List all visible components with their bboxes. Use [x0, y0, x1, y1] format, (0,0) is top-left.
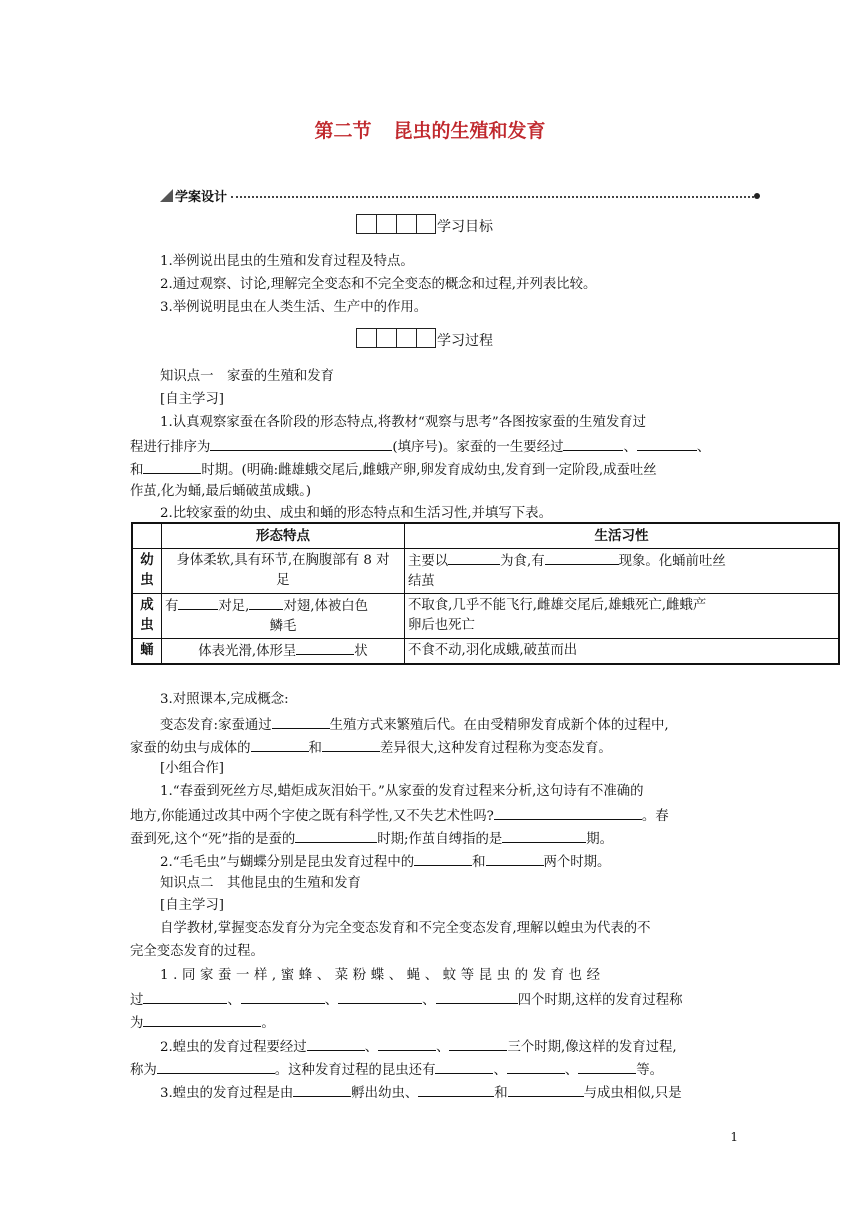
blank-field[interactable] [296, 640, 354, 655]
p3-line2: 家蚕的幼虫与成体的 和 差异很大,这种发育过程称为变态发育。 [130, 737, 612, 759]
p1-line4: 作茧,化为蛹,最后蛹破茧成蛾。) [130, 484, 312, 499]
p1-line2: 程进行排序为 (填序号)。家蚕的一生要经过 、 、 [130, 436, 710, 458]
blank-field[interactable] [637, 436, 697, 451]
s1-line1: 1.同家蚕一样,蜜蜂、菜粉蝶、蝇、蚊等昆虫的发育也经 [160, 968, 605, 983]
blank-field[interactable] [322, 737, 380, 752]
g1-line2: 地方,你能通过改其中两个字使之既有科学性,又不失艺术性吗? 。春 [130, 805, 669, 827]
goals-heading-text: 学习目标 [437, 219, 493, 235]
blank-field[interactable] [436, 989, 518, 1004]
g2-line: 2.“毛毛虫”与蝴蝶分别是昆虫发育过程中的 和 两个时期。 [160, 851, 610, 873]
page-title [0, 116, 860, 143]
blank-field[interactable] [414, 851, 472, 866]
box-row-icon [356, 328, 436, 348]
blank-field[interactable] [210, 436, 392, 451]
silkworm-comparison-table [131, 522, 840, 665]
column-header-habit: 生活习性 [405, 523, 840, 549]
p2-instruction: 2.比较家蚕的幼虫、成虫和蛹的形态特点和生活习性,并填写下表。 [160, 506, 552, 521]
adult-habit-cell: 不取食,几乎不能飞行,雌雄交尾后,雄蛾死亡,雌蛾产 卵后也死亡 [405, 594, 840, 639]
row-header-adult: 成虫 [132, 594, 162, 639]
blank-field[interactable] [486, 851, 544, 866]
blank-field[interactable] [241, 989, 325, 1004]
blank-field[interactable] [418, 1082, 494, 1097]
blank-field[interactable] [293, 1082, 351, 1097]
goal-item: 1.举例说出昆虫的生殖和发育过程及特点。 [160, 254, 414, 269]
s3-line1: 3.蝗虫的发育过程是由 孵出幼虫、 和 与成虫相似,只是 [160, 1082, 682, 1104]
blank-field[interactable] [545, 550, 619, 565]
blank-field[interactable] [494, 805, 642, 820]
table-row [132, 549, 839, 594]
box-row-icon [356, 214, 436, 234]
triangle-icon [160, 189, 173, 202]
p3-line1: 变态发育:家蚕通过 生殖方式来繁殖后代。在由受精卵发育成新个体的过程中, [160, 714, 669, 736]
blank-field[interactable] [251, 737, 309, 752]
g1-line1: 1.“春蚕到死丝方尽,蜡炬成灰泪始干。”从家蚕的发育过程来分析,这句诗有不准确的 [160, 784, 644, 799]
adult-form-cell: 有 对足, 对翅,体被白色 鳞毛 [162, 594, 405, 639]
self-study-label: [自主学习] [160, 392, 225, 407]
page-number: 1 [730, 1130, 738, 1144]
group-work-label: [小组合作] [160, 761, 225, 776]
blank-field[interactable] [578, 1059, 636, 1074]
larva-habit-cell: 主要以 为食,有 现象。化蛹前吐丝 结茧 [405, 549, 840, 594]
blank-field[interactable] [249, 595, 283, 610]
column-header-form: 形态特点 [162, 523, 405, 549]
dotted-divider [231, 196, 754, 198]
g1-line3: 蚕到死,这个“死”指的是蚕的 时期;作茧自缚指的是 期。 [130, 828, 613, 850]
blank-field[interactable] [178, 595, 218, 610]
process-heading [356, 328, 493, 348]
p3-heading: 3.对照课本,完成概念: [160, 692, 289, 707]
self-study-label-2: [自主学习] [160, 898, 225, 913]
row-header-pupa: 蛹 [132, 639, 162, 665]
s2-line2: 称为 。这种发育过程的昆虫还有 、 、 等。 [130, 1059, 663, 1081]
blank-field[interactable] [378, 1036, 436, 1051]
blank-field[interactable] [143, 459, 201, 474]
section-label: 学案设计 [175, 190, 228, 205]
blank-field[interactable] [338, 989, 422, 1004]
blank-field[interactable] [448, 550, 500, 565]
p1-line3: 和 时期。(明确:雌雄蛾交尾后,雌蛾产卵,卵发育成幼虫,发育到一定阶段,成蚕吐丝 [130, 459, 657, 481]
table-row [132, 594, 839, 639]
goals-heading [356, 214, 493, 234]
goal-item: 2.通过观察、讨论,理解完全变态和不完全变态的概念和过程,并列表比较。 [160, 277, 597, 292]
pupa-form-cell: 体表光滑,体形呈 状 [162, 639, 405, 665]
table-row [132, 639, 839, 665]
pupa-habit-cell: 不食不动,羽化成蛾,破茧而出 [405, 639, 840, 665]
larva-form-cell: 身体柔软,具有环节,在胸腹部有 8 对 足 [162, 549, 405, 594]
blank-field[interactable] [435, 1059, 493, 1074]
blank-field[interactable] [143, 1012, 261, 1027]
p1-line1: 1.认真观察家蚕在各阶段的形态特点,将教材“观察与思考”各图按家蚕的生殖发育过 [160, 415, 647, 430]
title-section-number: 第二节 [314, 120, 372, 142]
blank-field[interactable] [507, 1059, 565, 1074]
s1-line3: 为 。 [130, 1012, 275, 1034]
blank-field[interactable] [157, 1059, 275, 1074]
blank-field[interactable] [143, 989, 227, 1004]
row-header-larva: 幼虫 [132, 549, 162, 594]
s1-line2: 过 、 、 、 四个时期,这样的发育过程称 [130, 989, 683, 1011]
title-text: 昆虫的生殖和发育 [393, 120, 546, 142]
s0-line1: 自学教材,掌握变态发育分为完全变态发育和不完全变态发育,理解以蝗虫为代表的不 [160, 921, 651, 936]
blank-field[interactable] [449, 1036, 507, 1051]
blank-field[interactable] [295, 828, 377, 843]
s0-line2: 完全变态发育的过程。 [130, 944, 264, 959]
process-heading-text: 学习过程 [437, 333, 493, 349]
end-dot-icon [754, 193, 760, 199]
table-header-row [132, 523, 839, 549]
knowledge-point-2: 知识点二 其他昆虫的生殖和发育 [160, 876, 361, 891]
blank-field[interactable] [508, 1082, 584, 1097]
blank-field[interactable] [307, 1036, 365, 1051]
blank-field[interactable] [502, 828, 586, 843]
blank-field[interactable] [563, 436, 623, 451]
s2-line1: 2.蝗虫的发育过程要经过 、 、 三个时期,像这样的发育过程, [160, 1036, 677, 1058]
knowledge-point-1: 知识点一 家蚕的生殖和发育 [160, 369, 335, 384]
blank-field[interactable] [272, 714, 330, 729]
goal-item: 3.举例说明昆虫在人类生活、生产中的作用。 [160, 300, 428, 315]
section-header [160, 186, 760, 205]
